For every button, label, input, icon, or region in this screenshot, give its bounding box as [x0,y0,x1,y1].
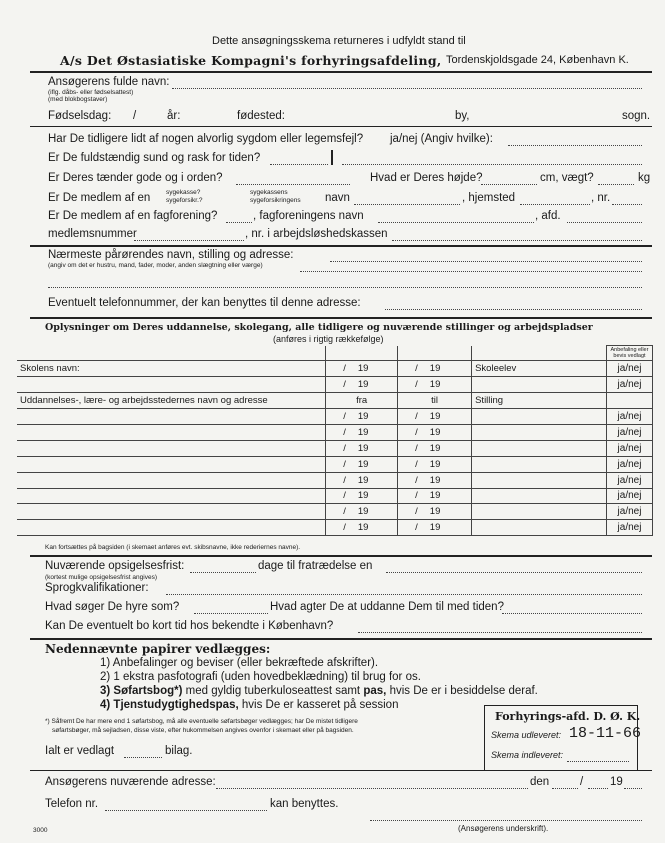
section-rule-6 [30,770,652,771]
from-header: fra [326,393,398,409]
from-cell[interactable]: / 19 [326,456,398,472]
notice-note: (kortest mulige opsigelsesfrist angives) [45,574,157,581]
den-label: den [530,776,550,788]
education-subtitle: (anføres i rigtig rækkefølge) [273,334,384,344]
fund-option-3: sygekassens [250,189,288,196]
birthday-label: Fødselsdag: [48,110,112,122]
to-cell[interactable]: / 19 [398,472,472,488]
phone-usable-label: kan benyttes. [270,798,339,810]
form-number: 3000 [33,827,48,834]
table-row [17,424,653,440]
work-header: Uddannelses-, lære- og arbejdsstedernes navn og adresse [17,393,326,409]
member-no-label: medlemsnummer [48,228,137,240]
union-name-label: , fagforeningens navn [253,210,364,222]
position-cell[interactable] [472,424,607,440]
relative-field[interactable] [330,261,642,262]
fit-field[interactable] [270,164,328,165]
fund-nr-label: , nr. [591,192,611,204]
union-dept-field[interactable] [567,222,642,223]
height-field[interactable] [481,184,537,185]
fund-name-field[interactable] [354,204,460,205]
relative-note: (angiv om det er hustru, mand, fader, moder, anden slægtning eller værge) [48,262,263,269]
from-cell[interactable]: / 19 [326,409,398,425]
from-cell[interactable]: / 19 [326,361,398,377]
unemployment-field[interactable] [392,240,642,241]
table-row [17,361,653,377]
year-prefix: 19 [610,776,623,788]
total-field[interactable] [124,757,162,758]
workplace-cell[interactable] [17,440,326,456]
illness-field[interactable] [508,145,642,146]
live-field[interactable] [358,632,642,633]
fund-question: Er De medlem af en [48,192,151,204]
live-question: Kan De eventuelt bo kort tid hos bekendte i København? [45,620,334,632]
recommend-toggle[interactable]: ja/nej [606,409,652,425]
days-label: dage til fratrædelse en [258,560,373,572]
to-cell[interactable]: / 19 [398,424,472,440]
height-question: Hvad er Deres højde? [370,172,483,184]
relative-label: Nærmeste pårørendes navn, stilling og adresse: [48,249,294,261]
to-header: til [398,393,472,409]
table-row [17,488,653,504]
header-rule [30,71,652,73]
union-name-field[interactable] [378,222,534,223]
footnote-line-2: søfartsbøger, må sejladsen, disse viste, efter hukommelsen angives ovenfor i skemaet eller på bagsiden. [52,727,354,734]
signature-label: (Ansøgerens underskrift). [458,824,549,833]
recommend-toggle[interactable]: ja/nej [606,361,652,377]
from-cell[interactable]: / 19 [326,472,398,488]
workplace-cell[interactable] [17,504,326,520]
parish-label: sogn. [622,110,651,122]
fund-option-1: sygekasse? [166,189,201,196]
fund-option-2: sygeforsikr.? [166,197,203,204]
attach-title: Nedennævnte papirer vedlægges: [45,642,271,656]
relative-field-3[interactable] [48,287,642,288]
workplace-cell[interactable] [17,520,326,536]
fund-name-label: navn [325,192,350,204]
teeth-question: Er Deres tænder gode og i orden? [48,172,223,184]
recommend-header: Anbefaling eller bevis vedlagt [606,346,652,361]
fit-question: Er De fuldstændig sund og rask for tiden? [48,152,261,164]
table-row [17,520,653,536]
attach-item-3: 3) Søfartsbog*) med gyldig tuberkuloseattest samt pas, hvis De er i besiddelse deraf. [100,685,538,697]
position-cell[interactable] [472,504,607,520]
date-day-field[interactable] [552,788,578,789]
to-cell[interactable]: / 19 [398,520,472,536]
position-cell[interactable] [472,456,607,472]
city-label: by, [455,110,470,122]
position-header: Stilling [472,393,607,409]
cm-weight-label: cm, vægt? [540,172,594,184]
position-cell[interactable] [472,488,607,504]
table-row [17,472,653,488]
school-name-label: Skolens navn: [17,361,326,377]
recommend-toggle[interactable]: ja/nej [606,456,652,472]
total-label: Ialt er vedlagt [45,745,115,757]
full-name-note-1: (iflg. dåbs- eller fødselsattest) [48,89,134,96]
position-cell[interactable] [472,520,607,536]
workplace-cell[interactable] [17,456,326,472]
continue-note: Kan fortsættes på bagsiden (i skemaet anføres evt. skibsnavne, ikke rederiernes navne). [45,544,301,551]
fund-home-field[interactable] [520,204,590,205]
workplace-cell[interactable] [17,409,326,425]
to-cell[interactable]: / 19 [398,504,472,520]
phone-field[interactable] [105,810,267,811]
company-name: A/s Det Østasiatiske Kompagni's forhyringsafdeling, [60,53,442,68]
recommend-toggle[interactable]: ja/nej [606,472,652,488]
status-cell[interactable] [472,377,607,393]
hire-field[interactable] [194,613,268,614]
bilag-label: bilag. [165,745,193,757]
recommend-toggle[interactable]: ja/nej [606,520,652,536]
from-cell[interactable]: / 19 [326,520,398,536]
table-header-row [17,393,653,409]
position-cell[interactable] [472,409,607,425]
days-field[interactable] [386,572,642,573]
date-slash: / [580,776,584,788]
relative-phone-field[interactable] [385,309,642,310]
fit-extra-field[interactable] [342,164,642,165]
education-table [17,345,653,536]
weight-field[interactable] [598,184,634,185]
kg-label: kg [638,172,651,184]
position-cell[interactable] [472,440,607,456]
unemployment-label: , nr. i arbejdsløshedskassen [245,228,388,240]
year-label: år: [167,110,181,122]
issued-date: 18-11-66 [569,725,642,742]
teeth-field[interactable] [236,184,350,185]
issued-label: Skema udleveret: [491,730,562,740]
from-cell[interactable]: / 19 [326,488,398,504]
section-rule-2 [30,245,652,247]
recommend-toggle[interactable]: ja/nej [606,488,652,504]
languages-label: Sprogkvalifikationer: [45,582,149,594]
section-rule-3 [30,317,652,319]
workplace-cell[interactable] [17,472,326,488]
from-cell[interactable]: / 19 [326,424,398,440]
full-name-label: Ansøgerens fulde navn: [48,76,170,88]
position-cell[interactable] [472,472,607,488]
footnote-line-1: *) Såfremt De har mere end 1 søfartsbog, må alle eventuelle søfartsbøger vedlægges; har De mistet tidligere [45,718,358,725]
signature-field[interactable] [370,820,642,821]
relative-field-2[interactable] [300,271,642,272]
recommend-toggle[interactable]: ja/nej [606,504,652,520]
received-field [567,761,629,762]
table-row [17,409,653,425]
address-label: Ansøgerens nuværende adresse: [45,776,216,788]
school-status: Skoleelev [472,361,607,377]
languages-field[interactable] [166,594,642,595]
attach-item-2: 2) 1 ekstra pasfotografi (uden hovedbeklædning) til brug for os. [100,671,421,683]
to-cell[interactable]: / 19 [398,377,472,393]
table-row [17,456,653,472]
date-year-field[interactable] [624,788,642,789]
section-rule-4 [30,555,652,557]
company-address: Tordenskjoldsgade 24, København K. [446,54,629,66]
table-row [17,504,653,520]
to-cell[interactable]: / 19 [398,409,472,425]
education-title: Oplysninger om Deres uddannelse, skolegang, alle tidligere og nuværende stillinger og arbejdspladser [45,322,593,333]
notice-field[interactable] [190,572,256,573]
attach-item-1: 1) Anbefalinger og beviser (eller bekræftede afskrifter). [100,657,379,669]
phone-label: Telefon nr. [45,798,99,810]
attach-item-4: 4) Tjenstudygtighedspas, hvis De er kasseret på session [100,699,399,711]
train-question: Hvad agter De at uddanne Dem til med tiden? [270,601,504,613]
full-name-note-2: (med blokbogstaver) [48,96,108,103]
union-dept-label: , afd. [535,210,561,222]
date-month-field[interactable] [588,788,608,789]
hire-question: Hvad søger De hyre som? [45,601,180,613]
fund-nr-field[interactable] [612,204,642,205]
illness-question: Har De tidligere lidt af nogen alvorlig sygdom eller legemsfejl? [48,133,364,145]
address-field[interactable] [216,788,528,789]
from-cell[interactable]: / 19 [326,440,398,456]
birthday-slash: / [133,110,137,122]
illness-options: ja/nej (Angiv hvilke): [390,133,493,145]
stamp-title: Forhyrings-afd. D. Ø. K. [495,710,641,723]
union-question: Er De medlem af en fagforening? [48,210,218,222]
intro-text: Dette ansøgningsskema returneres i udfyldt stand til [212,35,466,47]
union-field[interactable] [226,222,252,223]
member-no-field[interactable] [134,240,244,241]
table-row [17,377,653,393]
fund-option-4: sygeforsikringens [250,197,301,204]
office-stamp-box [484,705,642,771]
to-cell[interactable]: / 19 [398,440,472,456]
from-cell[interactable]: / 19 [326,504,398,520]
workplace-cell[interactable] [17,424,326,440]
to-cell[interactable]: / 19 [398,361,472,377]
full-name-field[interactable] [172,88,642,89]
from-cell[interactable]: / 19 [326,377,398,393]
relative-phone-label: Eventuelt telefonnummer, der kan benyttes til denne adresse: [48,297,361,309]
fit-divider [331,150,333,165]
table-row [17,440,653,456]
train-field[interactable] [502,613,642,614]
to-cell[interactable]: / 19 [398,456,472,472]
recommend-toggle[interactable]: ja/nej [606,440,652,456]
section-rule-5 [30,638,652,640]
notice-label: Nuværende opsigelsesfrist: [45,560,185,572]
recommend-toggle[interactable]: ja/nej [606,424,652,440]
workplace-cell[interactable] [17,488,326,504]
recommend-toggle[interactable]: ja/nej [606,377,652,393]
received-label: Skema indleveret: [491,750,564,760]
birthplace-label: fødested: [237,110,285,122]
to-cell[interactable]: / 19 [398,488,472,504]
fund-home-label: , hjemsted [462,192,516,204]
school-name-field[interactable] [17,377,326,393]
section-rule-1 [30,126,652,127]
